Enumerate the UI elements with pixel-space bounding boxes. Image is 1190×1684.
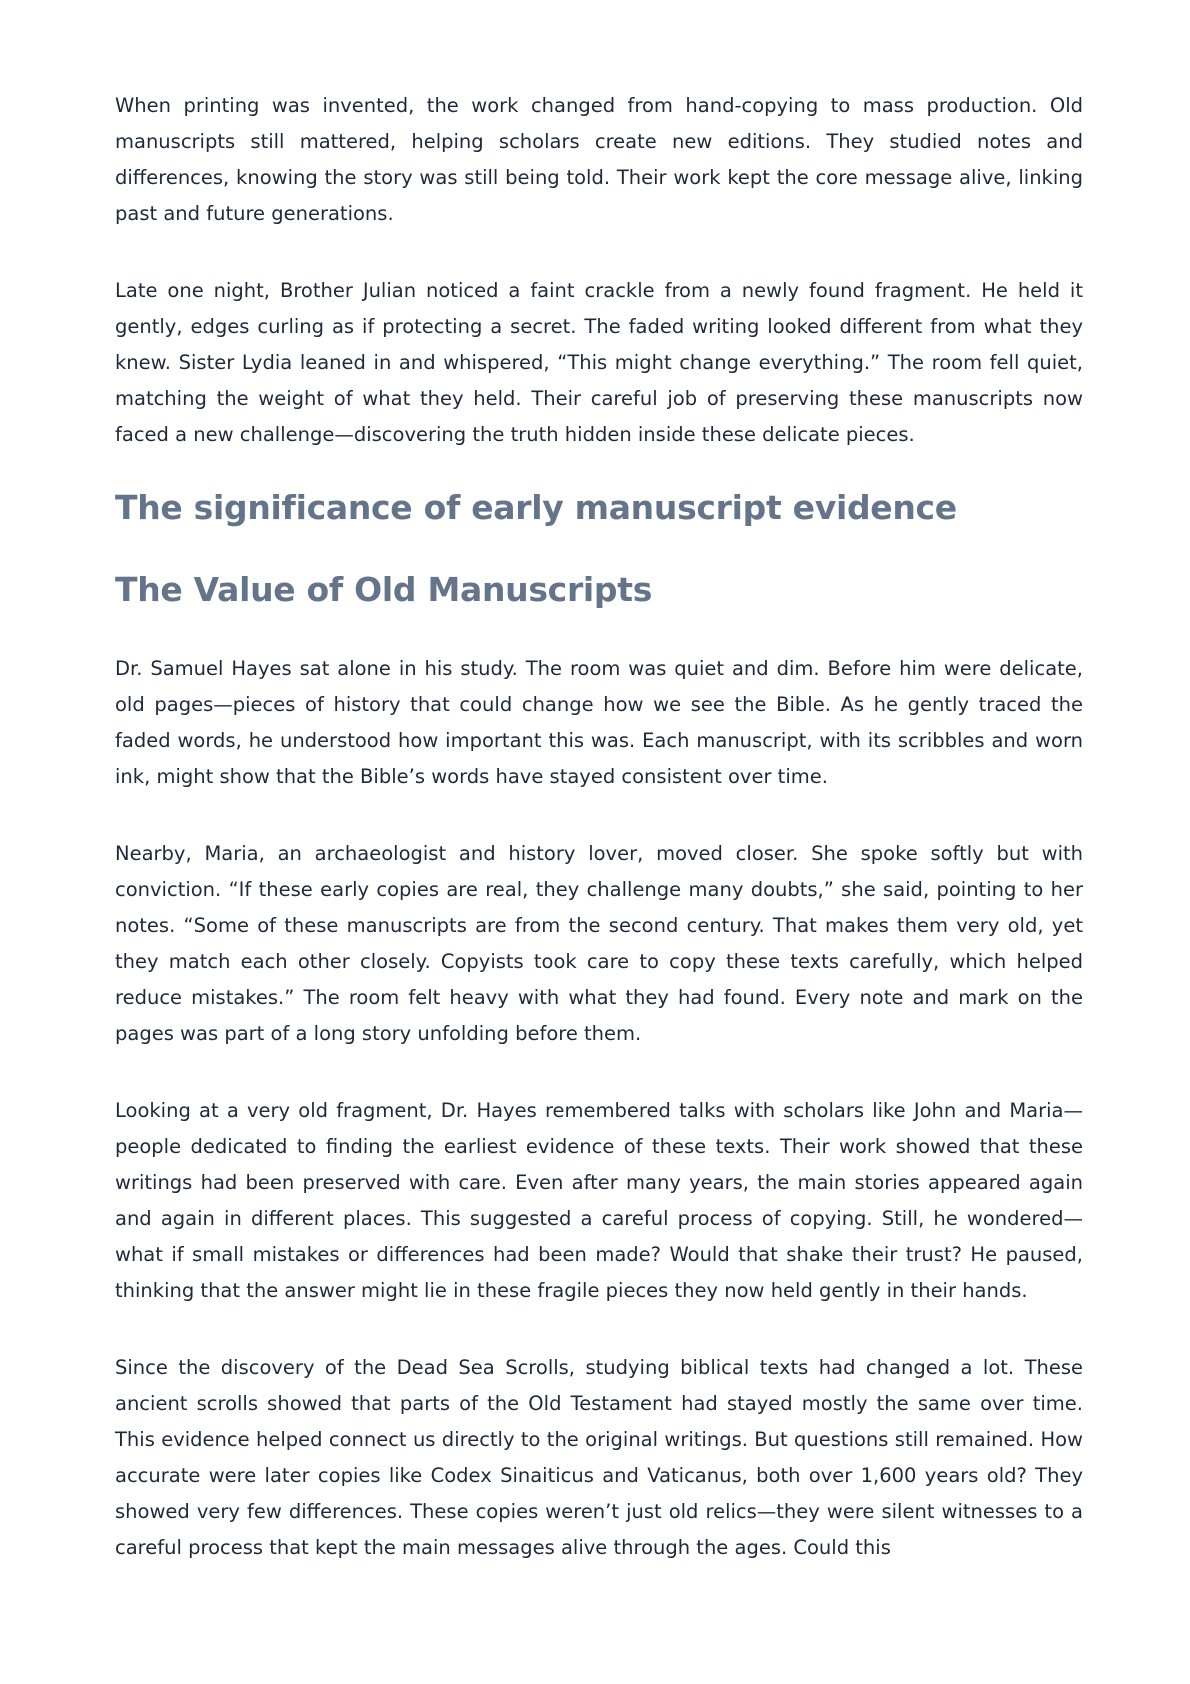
section-heading: The significance of early manuscript evidence bbox=[115, 488, 957, 527]
paragraph-old-fragment: Looking at a very old fragment, Dr. Hayes remembered talks with scholars like John and Maria—people dedicated to finding the earliest evidence of these texts. Their work showed that these writings had been preserved with care. Even after many years, the main stories appeared again and again in different places. This suggested a careful process of copying. Still, he wondered—what if small mistakes or differences had been made? Would that shake their trust? He paused, thinking that the answer might lie in these fragile pieces they now held gently in their hands. bbox=[115, 1099, 1083, 1302]
paragraph-dead-sea-scrolls: Since the discovery of the Dead Sea Scrolls, studying biblical texts had changed a lot. These ancient scrolls showed that parts of the Old Testament had stayed mostly the same over time. This evidence helped connect us directly to the original writings. But questions still remained. How accurate were later copies like Codex Sinaiticus and Vaticanus, both over 1,600 years old? They showed very few differences. These copies weren’t just old relics—they were silent witnesses to a careful process that kept the main messages alive through the ages. Could this bbox=[115, 1356, 1083, 1559]
document-page bbox=[115, 88, 1083, 1566]
paragraph-dr-hayes: Dr. Samuel Hayes sat alone in his study. The room was quiet and dim. Before him were delicate, old pages—pieces of history that could change how we see the Bible. As he gently traced the faded words, he understood how important this was. Each manuscript, with its scribbles and worn ink, might show that the Bible’s words have stayed consistent over time. bbox=[115, 657, 1083, 788]
paragraph-maria: Nearby, Maria, an archaeologist and history lover, moved closer. She spoke softly but with conviction. “If these early copies are real, they challenge many doubts,” she said, pointing to her notes. “Some of these manuscripts are from the second century. That makes them very old, yet they match each other closely. Copyists took care to copy these texts carefully, which helped reduce mistakes.” The room felt heavy with what they had found. Every note and mark on the pages was part of a long story unfolding before them. bbox=[115, 842, 1083, 1045]
paragraph-printing: When printing was invented, the work changed from hand-copying to mass production. Old manuscripts still mattered, helping scholars create new editions. They studied notes and differences, knowing the story was still being told. Their work kept the core message alive, linking past and future generations. bbox=[115, 94, 1083, 225]
subsection-heading: The Value of Old Manuscripts bbox=[115, 570, 653, 609]
paragraph-brother-julian: Late one night, Brother Julian noticed a faint crackle from a newly found fragment. He held it gently, edges curling as if protecting a secret. The faded writing looked different from what they knew. Sister Lydia leaned in and whispered, “This might change everything.” The room fell quiet, matching the weight of what they held. Their careful job of preserving these manuscripts now faced a new challenge—discovering the truth hidden inside these delicate pieces. bbox=[115, 279, 1083, 446]
